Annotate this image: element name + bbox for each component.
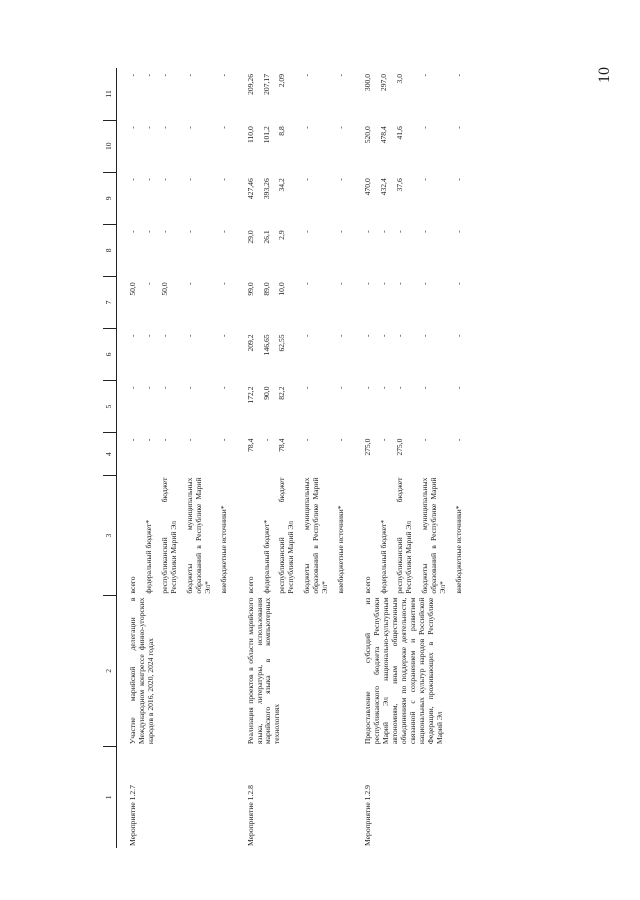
amount-cell: - bbox=[420, 386, 430, 390]
amount-cell: 172,2 bbox=[245, 386, 255, 404]
amount-cell: - bbox=[184, 126, 194, 129]
amount-cell: 3,0 bbox=[395, 74, 405, 84]
funding-source: бюджеты муниципальных образований в Республике Марий Эл* bbox=[302, 477, 330, 594]
amount-cell: 78,4 bbox=[245, 438, 255, 452]
amount-cell: - bbox=[143, 282, 153, 285]
amount-cell: - bbox=[302, 126, 312, 129]
amount-cell: - bbox=[302, 386, 312, 390]
funding-source: бюджеты муниципальных образований в Республике Марий Эл* bbox=[184, 477, 212, 594]
funding-source: внебюджетные источники* bbox=[453, 505, 463, 594]
page-number: 10 bbox=[596, 67, 613, 83]
amount-cell: - bbox=[218, 386, 228, 390]
measure-id: Мероприятие 1.2.7 bbox=[127, 785, 137, 846]
column-header: 4 bbox=[103, 433, 116, 476]
amount-cell: - bbox=[127, 126, 137, 129]
amount-cell: 82,2 bbox=[277, 386, 287, 400]
amount-cell: - bbox=[218, 126, 228, 129]
amount-cell: 50,0 bbox=[127, 282, 137, 296]
amount-cell: 470,0 bbox=[363, 178, 373, 196]
amount-cell: - bbox=[184, 282, 194, 285]
column-header: 1 bbox=[103, 746, 116, 848]
measure-name: Реализация проектов в области марийского языка, литературы, использования марийского языка в компьютерных технологиях bbox=[245, 597, 282, 745]
amount-cell: - bbox=[159, 74, 169, 77]
amount-cell: - bbox=[184, 334, 194, 337]
amount-cell: - bbox=[218, 334, 228, 337]
amount-cell: - bbox=[336, 282, 346, 285]
amount-cell: - bbox=[143, 230, 153, 233]
amount-cell: 62,55 bbox=[277, 334, 287, 352]
table-header bbox=[103, 68, 116, 848]
amount-cell: - bbox=[143, 438, 153, 442]
funding-source: республиканский бюджет Республики Марий Эл bbox=[159, 477, 178, 594]
measure-id: Мероприятие 1.2.8 bbox=[245, 785, 255, 846]
column-header: 3 bbox=[103, 476, 116, 596]
amount-cell: 34,2 bbox=[277, 178, 287, 192]
amount-cell: 89,0 bbox=[261, 282, 271, 296]
amount-cell: 432,4 bbox=[379, 178, 389, 196]
amount-cell: - bbox=[379, 230, 389, 233]
amount-cell: - bbox=[184, 178, 194, 181]
header-row bbox=[103, 68, 116, 848]
amount-cell: 10,0 bbox=[277, 282, 287, 296]
column-header: 7 bbox=[103, 276, 116, 328]
measure-id: Мероприятие 1.2.9 bbox=[363, 785, 373, 846]
amount-cell: 50,0 bbox=[159, 282, 169, 296]
amount-cell: - bbox=[143, 178, 153, 181]
amount-cell: 275,0 bbox=[395, 438, 405, 456]
amount-cell: 90,0 bbox=[261, 386, 271, 400]
amount-cell: - bbox=[302, 334, 312, 337]
amount-cell: 110,0 bbox=[245, 126, 255, 143]
column-header: 10 bbox=[103, 120, 116, 172]
funding-source: всего bbox=[127, 576, 137, 594]
amount-cell: - bbox=[302, 178, 312, 181]
amount-cell: - bbox=[453, 74, 463, 77]
amount-cell: 207,17 bbox=[261, 74, 271, 95]
table-body bbox=[116, 68, 469, 848]
funding-source: внебюджетные источники* bbox=[336, 505, 346, 594]
column-header: 9 bbox=[103, 172, 116, 224]
amount-cell: 26,1 bbox=[261, 230, 271, 244]
funding-source: федеральный бюджет* bbox=[143, 519, 153, 594]
amount-cell: - bbox=[143, 334, 153, 337]
amount-cell: - bbox=[395, 282, 405, 285]
amount-cell: - bbox=[218, 178, 228, 181]
amount-cell: 209,26 bbox=[245, 74, 255, 95]
amount-cell: - bbox=[143, 386, 153, 390]
column-header: 2 bbox=[103, 596, 116, 747]
table-row bbox=[235, 68, 262, 848]
budget-table bbox=[103, 68, 470, 848]
amount-cell: - bbox=[453, 334, 463, 337]
amount-cell: 209,2 bbox=[245, 334, 255, 352]
table-row bbox=[116, 68, 143, 848]
amount-cell: - bbox=[363, 334, 373, 337]
amount-cell: - bbox=[395, 230, 405, 233]
amount-cell: 41,6 bbox=[395, 126, 405, 140]
amount-cell: - bbox=[363, 282, 373, 285]
amount-cell: - bbox=[127, 74, 137, 77]
amount-cell: - bbox=[336, 230, 346, 233]
amount-cell: - bbox=[395, 334, 405, 337]
amount-cell: - bbox=[379, 386, 389, 390]
amount-cell: - bbox=[127, 178, 137, 181]
amount-cell: - bbox=[143, 126, 153, 129]
amount-cell: - bbox=[336, 126, 346, 129]
amount-cell: - bbox=[420, 282, 430, 285]
column-header: 11 bbox=[103, 68, 116, 120]
amount-cell: 99,0 bbox=[245, 282, 255, 296]
amount-cell: - bbox=[159, 386, 169, 390]
measure-name: Предоставление субсидий из республиканского бюджета Республики Марий Эл национально-культурным автономиям, иным общественным объединениям по поддержке деятельности, связанной с сохранением и развитием национальных культур народов Российской Федерации, проживающих в Республике Марий Эл bbox=[363, 597, 444, 745]
amount-cell: - bbox=[184, 74, 194, 77]
amount-cell: - bbox=[336, 386, 346, 390]
amount-cell: 478,4 bbox=[379, 126, 389, 144]
amount-cell: - bbox=[302, 282, 312, 285]
amount-cell: - bbox=[218, 74, 228, 77]
amount-cell: - bbox=[127, 230, 137, 233]
amount-cell: 275,0 bbox=[363, 438, 373, 456]
amount-cell: - bbox=[302, 438, 312, 442]
amount-cell: - bbox=[159, 126, 169, 129]
amount-cell: - bbox=[453, 282, 463, 285]
column-header: 5 bbox=[103, 381, 116, 433]
amount-cell: - bbox=[379, 282, 389, 285]
funding-source: всего bbox=[363, 576, 373, 594]
amount-cell: - bbox=[453, 438, 463, 442]
amount-cell: - bbox=[453, 386, 463, 390]
amount-cell: - bbox=[159, 334, 169, 337]
funding-source: республиканский бюджет Республики Марий Эл bbox=[395, 477, 414, 594]
amount-cell: - bbox=[143, 74, 153, 77]
amount-cell: 427,46 bbox=[245, 178, 255, 200]
amount-cell: - bbox=[379, 334, 389, 337]
amount-cell: 8,8 bbox=[277, 126, 287, 136]
amount-cell: - bbox=[218, 438, 228, 442]
amount-cell: - bbox=[159, 438, 169, 442]
amount-cell: - bbox=[218, 282, 228, 285]
amount-cell: 37,6 bbox=[395, 178, 405, 192]
amount-cell: - bbox=[420, 230, 430, 233]
amount-cell: 297,0 bbox=[379, 74, 389, 92]
amount-cell: - bbox=[127, 438, 137, 442]
amount-cell: 393,26 bbox=[261, 178, 271, 200]
amount-cell: - bbox=[302, 74, 312, 77]
amount-cell: 146,65 bbox=[261, 334, 271, 356]
funding-source: всего bbox=[245, 576, 255, 594]
amount-cell: - bbox=[336, 438, 346, 442]
amount-cell: - bbox=[420, 126, 430, 129]
amount-cell: 520,0 bbox=[363, 126, 373, 144]
amount-cell: 300,0 bbox=[363, 74, 373, 92]
amount-cell: - bbox=[395, 386, 405, 390]
amount-cell: - bbox=[127, 386, 137, 390]
amount-cell: - bbox=[127, 334, 137, 337]
amount-cell: - bbox=[336, 178, 346, 181]
amount-cell: - bbox=[336, 334, 346, 337]
funding-source: бюджеты муниципальных образований в Республике Марий Эл* bbox=[420, 477, 447, 594]
amount-cell: - bbox=[379, 438, 389, 442]
amount-cell: - bbox=[261, 438, 271, 442]
amount-cell: - bbox=[453, 230, 463, 233]
funding-source: республиканский бюджет Республики Марий Эл bbox=[277, 477, 296, 594]
amount-cell: - bbox=[420, 438, 430, 442]
funding-source: внебюджетные источники* bbox=[218, 505, 228, 594]
amount-cell: - bbox=[336, 74, 346, 77]
amount-cell: - bbox=[184, 438, 194, 442]
amount-cell: 2,9 bbox=[277, 230, 287, 240]
amount-cell: - bbox=[420, 178, 430, 181]
amount-cell: - bbox=[218, 230, 228, 233]
column-header: 6 bbox=[103, 328, 116, 380]
amount-cell: - bbox=[302, 230, 312, 233]
amount-cell: - bbox=[363, 386, 373, 390]
amount-cell: 2,09 bbox=[277, 74, 287, 88]
amount-cell: 78,4 bbox=[277, 438, 287, 452]
column-header: 8 bbox=[103, 224, 116, 276]
amount-cell: - bbox=[363, 230, 373, 233]
funding-source: федеральный бюджет* bbox=[261, 519, 271, 594]
funding-source: федеральный бюджет* bbox=[379, 519, 389, 594]
amount-cell: - bbox=[420, 334, 430, 337]
amount-cell: - bbox=[453, 126, 463, 129]
table-row bbox=[352, 68, 379, 848]
amount-cell: - bbox=[184, 230, 194, 233]
amount-cell: - bbox=[159, 230, 169, 233]
rotated-table-page bbox=[103, 68, 573, 848]
amount-cell: - bbox=[453, 178, 463, 181]
amount-cell: - bbox=[159, 178, 169, 181]
amount-cell: 101,2 bbox=[261, 126, 271, 144]
amount-cell: 29,0 bbox=[245, 230, 255, 244]
measure-name: Участие марийской делегации в Международном конгрессе финно-угорских народов в 2016, 2020, 2024 годах bbox=[127, 597, 155, 745]
amount-cell: - bbox=[420, 74, 430, 77]
amount-cell: - bbox=[184, 386, 194, 390]
